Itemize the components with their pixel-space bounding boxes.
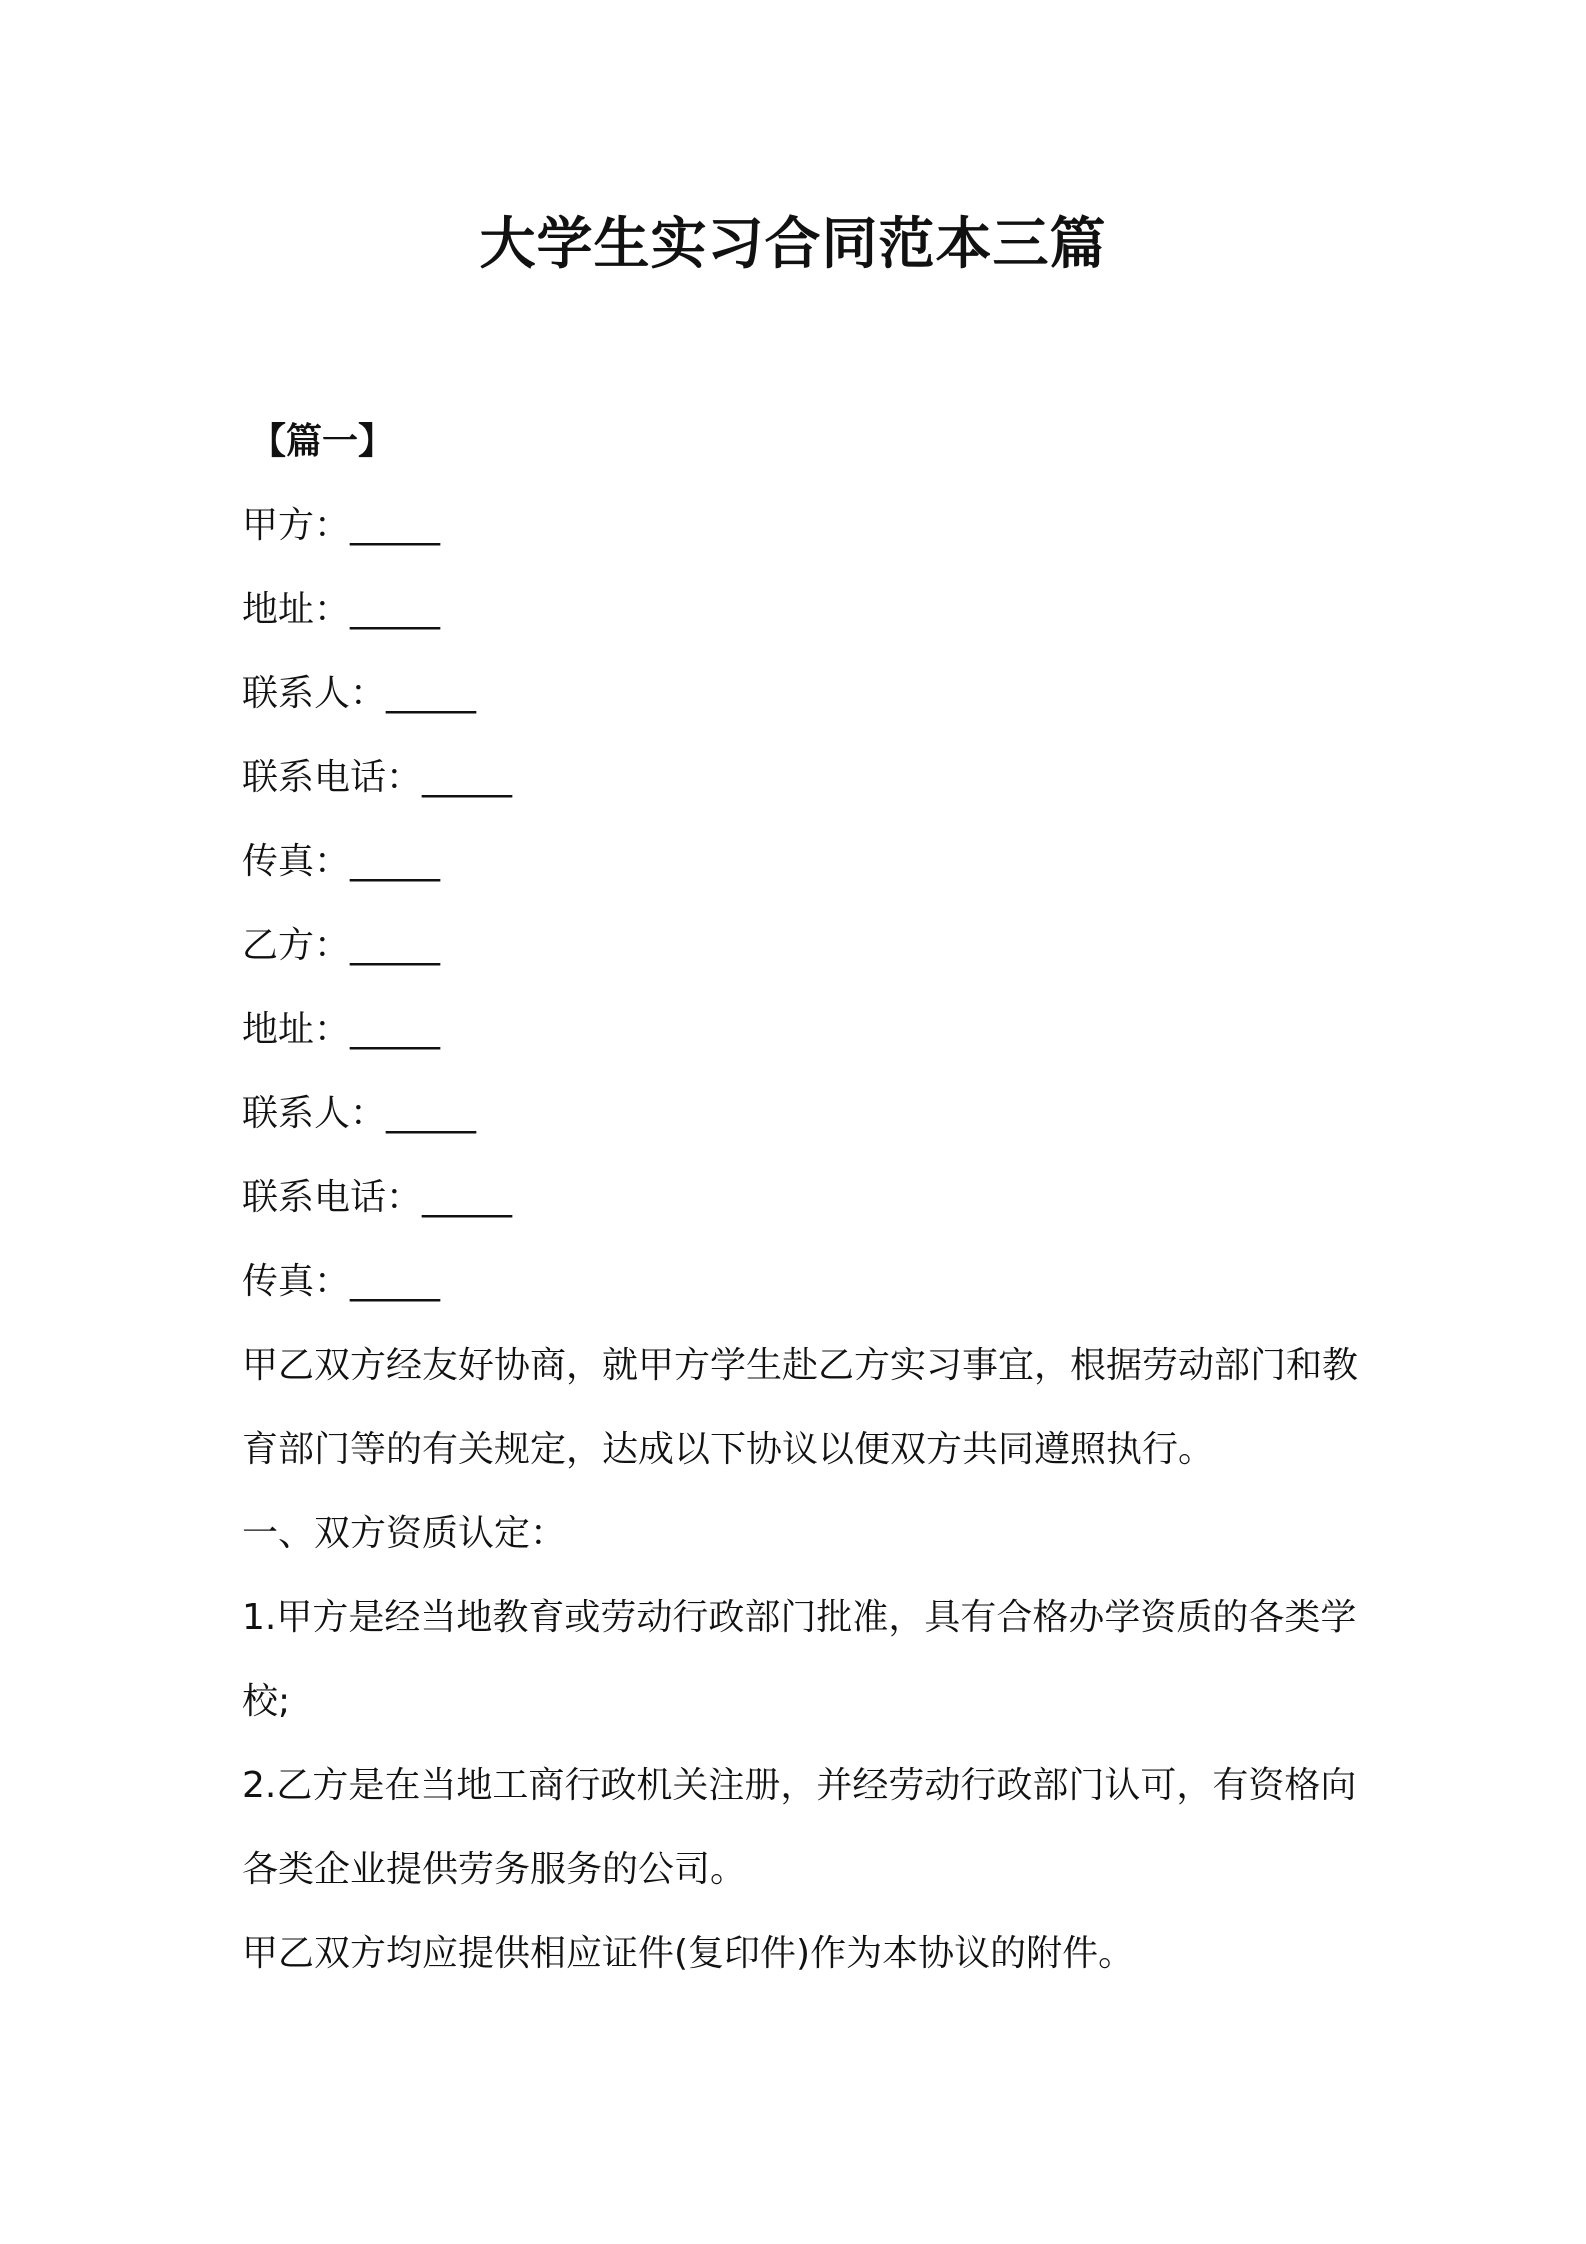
- party-a-phone-row: [242, 736, 1362, 820]
- field-blank: _____: [350, 589, 441, 630]
- party-a-fax-row: [242, 820, 1362, 904]
- field-blank: _____: [350, 1261, 441, 1302]
- field-label: 联系电话：: [242, 757, 423, 798]
- party-a-contact-row: [242, 652, 1362, 736]
- clause-heading: 一、双方资质认定：: [242, 1513, 567, 1554]
- field-blank: _____: [350, 1009, 441, 1050]
- field-blank: _____: [386, 673, 477, 714]
- field-blank: _____: [422, 1177, 513, 1218]
- document-body: [242, 400, 1362, 1996]
- party-b-phone-row: [242, 1156, 1362, 1240]
- attachment-note: 甲乙双方均应提供相应证件(复印件)作为本协议的附件。: [242, 1933, 1135, 1974]
- field-label: 传真：: [242, 1261, 351, 1302]
- field-label: 联系人：: [242, 673, 387, 714]
- field-blank: _____: [386, 1093, 477, 1134]
- section-heading: [242, 400, 1362, 484]
- field-label: 传真：: [242, 841, 351, 882]
- field-label: 甲方：: [242, 505, 351, 546]
- field-blank: _____: [350, 925, 441, 966]
- party-b-fields: [242, 904, 1362, 1324]
- field-label: 乙方：: [242, 925, 351, 966]
- party-b-contact-row: [242, 1072, 1362, 1156]
- section-label: 【篇一】: [250, 421, 395, 462]
- party-a-fields: [242, 484, 1362, 904]
- party-b-address-row: [242, 988, 1362, 1072]
- field-label: 地址：: [242, 1009, 351, 1050]
- intro-paragraph: 甲乙双方经友好协商，就甲方学生赴乙方实习事宜，根据劳动部门和教育部门等的有关规定，达成以下协议以便双方共同遵照执行。: [242, 1345, 1359, 1470]
- field-blank: _____: [350, 505, 441, 546]
- clause-item: 1.甲方是经当地教育或劳动行政部门批准，具有合格办学资质的各类学校;: [242, 1597, 1357, 1722]
- field-blank: _____: [350, 841, 441, 882]
- party-b-name-row: [242, 904, 1362, 988]
- field-label: 联系人：: [242, 1093, 387, 1134]
- party-b-fax-row: [242, 1240, 1362, 1324]
- field-blank: _____: [422, 757, 513, 798]
- party-a-name-row: [242, 484, 1362, 568]
- clause-item: 2.乙方是在当地工商行政机关注册，并经劳动行政部门认可，有资格向各类企业提供劳务服务的公司。: [242, 1765, 1357, 1890]
- field-label: 联系电话：: [242, 1177, 423, 1218]
- party-a-address-row: [242, 568, 1362, 652]
- document-title: 大学生实习合同范本三篇: [479, 212, 1107, 277]
- field-label: 地址：: [242, 589, 351, 630]
